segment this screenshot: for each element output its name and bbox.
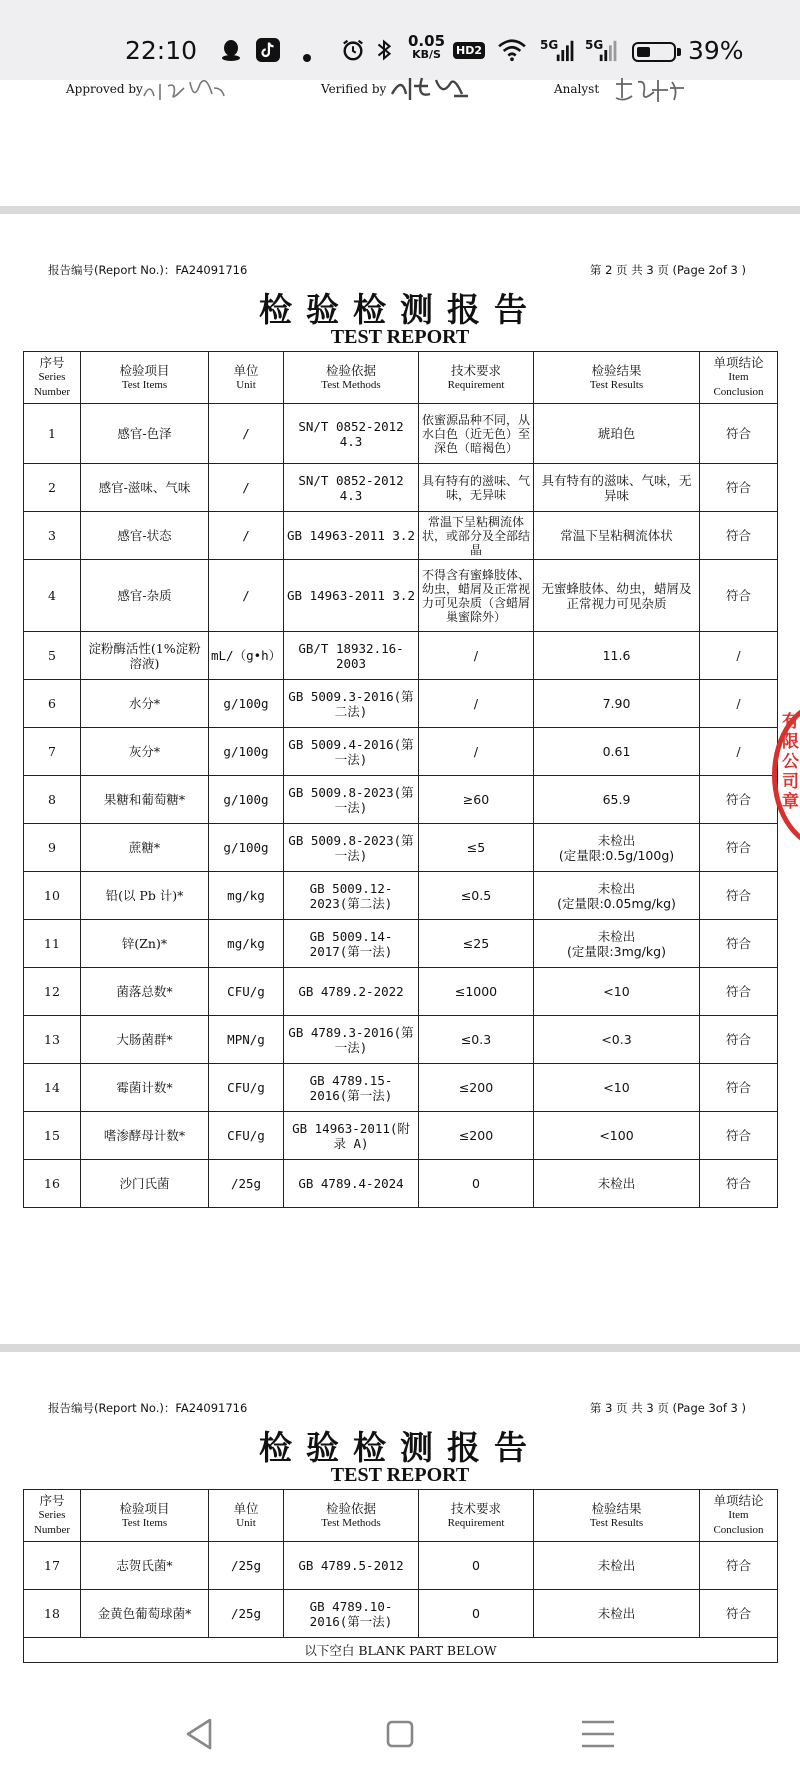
unit: g/100g <box>209 776 284 824</box>
row-number: 4 <box>24 560 81 632</box>
test-item: 感官-色泽 <box>81 404 209 464</box>
conclusion: 符合 <box>700 1542 778 1590</box>
unit: / <box>209 464 284 512</box>
conclusion: 符合 <box>700 1064 778 1112</box>
test-result: <100 <box>534 1112 700 1160</box>
row-number: 1 <box>24 404 81 464</box>
tiktok-icon <box>255 38 281 62</box>
conclusion: 符合 <box>700 824 778 872</box>
unit: g/100g <box>209 824 284 872</box>
page3-title-en: TEST REPORT <box>330 1464 470 1486</box>
row-number: 2 <box>24 464 81 512</box>
row-number: 3 <box>24 512 81 560</box>
battery-icon <box>632 42 676 62</box>
test-method: GB 4789.2-2022 <box>284 968 419 1016</box>
table-header-row <box>24 1490 778 1542</box>
requirement: ≤200 <box>419 1064 534 1112</box>
signal-icon-2 <box>598 38 620 62</box>
page3-report-number: 报告编号(Report No.)：FA24091716 <box>48 1401 248 1415</box>
unit: g/100g <box>209 728 284 776</box>
test-method: SN/T 0852-2012 4.3 <box>284 404 419 464</box>
requirement: 0 <box>419 1542 534 1590</box>
test-result: 未检出 (定量限:0.05mg/kg) <box>534 872 700 920</box>
requirement: / <box>419 680 534 728</box>
test-method: GB 14963-2011 3.2 <box>284 560 419 632</box>
header-result: 检验结果 Test Results <box>534 352 700 404</box>
unit: / <box>209 560 284 632</box>
test-method: SN/T 0852-2012 4.3 <box>284 464 419 512</box>
page3-title-cn: 检验检测报告 <box>259 1428 541 1467</box>
status-time: 22:10 <box>125 36 198 65</box>
requirement: ≥60 <box>419 776 534 824</box>
home-icon[interactable] <box>378 1712 422 1756</box>
test-method: GB 4789.10-2016(第一法) <box>284 1590 419 1638</box>
page-separator <box>0 206 800 214</box>
row-number: 7 <box>24 728 81 776</box>
conclusion: 符合 <box>700 464 778 512</box>
test-result: 具有特有的滋味、气味，无异味 <box>534 464 700 512</box>
unit: /25g <box>209 1160 284 1208</box>
page3-page-label: 第 3 页 共 3 页 (Page 3of 3 ) <box>589 1401 746 1415</box>
header-method: 检验依据 Test Methods <box>284 1490 419 1542</box>
row-number: 11 <box>24 920 81 968</box>
conclusion: 符合 <box>700 560 778 632</box>
table-row <box>24 776 778 824</box>
conclusion: / <box>700 680 778 728</box>
test-method: GB 14963-2011 3.2 <box>284 512 419 560</box>
header-item: 检验项目 Test Items <box>81 1490 209 1542</box>
header-conclusion: 单项结论 Item Conclusion <box>700 1490 778 1542</box>
test-result: 未检出 <box>534 1542 700 1590</box>
test-item: 感官-滋味、气味 <box>81 464 209 512</box>
test-result: 琥珀色 <box>534 404 700 464</box>
row-number: 15 <box>24 1112 81 1160</box>
test-method: GB 4789.15-2016(第一法) <box>284 1064 419 1112</box>
table-row <box>24 1064 778 1112</box>
requirement: / <box>419 632 534 680</box>
test-item: 感官-杂质 <box>81 560 209 632</box>
row-number: 14 <box>24 1064 81 1112</box>
table-row <box>24 920 778 968</box>
test-item: 锌(Zn)* <box>81 920 209 968</box>
test-method: GB 5009.3-2016(第二法) <box>284 680 419 728</box>
requirement: / <box>419 728 534 776</box>
table-row <box>24 680 778 728</box>
battery-percent: 39% <box>688 36 744 65</box>
unit: g/100g <box>209 680 284 728</box>
test-method: GB 4789.4-2024 <box>284 1160 419 1208</box>
requirement: ≤200 <box>419 1112 534 1160</box>
row-number: 13 <box>24 1016 81 1064</box>
verified-label: Verified by <box>321 82 387 96</box>
row-number: 9 <box>24 824 81 872</box>
row-number: 16 <box>24 1160 81 1208</box>
test-result: 未检出 <box>534 1160 700 1208</box>
conclusion: 符合 <box>700 1160 778 1208</box>
test-method: GB 5009.8-2023(第一法) <box>284 776 419 824</box>
table-row <box>24 824 778 872</box>
requirement: ≤25 <box>419 920 534 968</box>
net1-label: 5G <box>540 38 559 52</box>
hd-badge: HD2 <box>453 42 485 59</box>
table-row <box>24 404 778 464</box>
unit: mg/kg <box>209 872 284 920</box>
table-row <box>24 1016 778 1064</box>
conclusion: 符合 <box>700 1112 778 1160</box>
header-item: 检验项目 Test Items <box>81 352 209 404</box>
table-row <box>24 728 778 776</box>
analyst-signature <box>612 74 688 106</box>
test-result: 常温下呈粘稠流体状 <box>534 512 700 560</box>
test-item: 菌落总数* <box>81 968 209 1016</box>
analyst-label: Analyst <box>554 82 600 96</box>
unit: mg/kg <box>209 920 284 968</box>
status-bar <box>0 0 800 80</box>
page2-title-en: TEST REPORT <box>330 326 470 348</box>
table-row <box>24 1112 778 1160</box>
conclusion: 符合 <box>700 404 778 464</box>
net2-label: 5G <box>585 38 604 52</box>
table-row <box>24 872 778 920</box>
row-number: 18 <box>24 1590 81 1638</box>
conclusion: 符合 <box>700 776 778 824</box>
requirement: ≤5 <box>419 824 534 872</box>
header-conclusion: 单项结论 Item Conclusion <box>700 352 778 404</box>
unit: / <box>209 404 284 464</box>
row-number: 17 <box>24 1542 81 1590</box>
signal-icon <box>555 38 577 62</box>
row-number: 5 <box>24 632 81 680</box>
requirement: 0 <box>419 1590 534 1638</box>
test-item: 大肠菌群* <box>81 1016 209 1064</box>
conclusion: 符合 <box>700 1590 778 1638</box>
test-result: 7.90 <box>534 680 700 728</box>
test-item: 沙门氏菌 <box>81 1160 209 1208</box>
row-number: 12 <box>24 968 81 1016</box>
table-row <box>24 632 778 680</box>
conclusion: / <box>700 632 778 680</box>
test-item: 志贺氏菌* <box>81 1542 209 1590</box>
unit: CFU/g <box>209 968 284 1016</box>
row-number: 6 <box>24 680 81 728</box>
table-row <box>24 1590 778 1638</box>
table-row <box>24 1542 778 1590</box>
blank-part-row <box>24 1638 778 1663</box>
test-method: GB 5009.8-2023(第一法) <box>284 824 419 872</box>
requirement: 依蜜源品种不同，从水白色（近无色）至深色（暗褐色） <box>419 404 534 464</box>
test-item: 金黄色葡萄球菌* <box>81 1590 209 1638</box>
conclusion: 符合 <box>700 512 778 560</box>
table-row <box>24 512 778 560</box>
test-result: 11.6 <box>534 632 700 680</box>
requirement: ≤0.3 <box>419 1016 534 1064</box>
approved-signature <box>140 76 230 106</box>
unit: /25g <box>209 1590 284 1638</box>
table-header-row <box>24 352 778 404</box>
wifi-icon <box>496 38 528 62</box>
requirement: 0 <box>419 1160 534 1208</box>
test-item: 霉菌计数* <box>81 1064 209 1112</box>
battery-tip <box>677 48 681 56</box>
qq-icon <box>220 38 242 62</box>
header-unit: 单位 Unit <box>209 352 284 404</box>
requirement: ≤1000 <box>419 968 534 1016</box>
conclusion: 符合 <box>700 1016 778 1064</box>
test-method: GB 4789.5-2012 <box>284 1542 419 1590</box>
battery-fill <box>637 47 650 57</box>
test-method: GB 5009.14-2017(第一法) <box>284 920 419 968</box>
approved-label: Approved by <box>66 82 143 96</box>
header-requirement: 技术要求 Requirement <box>419 1490 534 1542</box>
test-item: 嗜渗酵母计数* <box>81 1112 209 1160</box>
table-row <box>24 968 778 1016</box>
test-item: 灰分* <box>81 728 209 776</box>
net-speed: 0.05 KB/S <box>408 32 446 61</box>
test-result: 未检出 (定量限:0.5g/100g) <box>534 824 700 872</box>
test-item: 淀粉酶活性(1%淀粉溶液) <box>81 632 209 680</box>
alarm-icon <box>340 38 366 62</box>
unit: mL/（g•h） <box>209 632 284 680</box>
page3-results-table <box>23 1489 778 1663</box>
test-method: GB 14963-2011(附录 A) <box>284 1112 419 1160</box>
blank-part-note: 以下空白 BLANK PART BELOW <box>24 1638 778 1663</box>
page-separator-2 <box>0 1344 800 1352</box>
bluetooth-icon <box>376 38 392 62</box>
test-result: 0.61 <box>534 728 700 776</box>
test-item: 蔗糖* <box>81 824 209 872</box>
page2-report-number: 报告编号(Report No.)：FA24091716 <box>48 263 248 277</box>
test-result: 未检出 <box>534 1590 700 1638</box>
page2-results-table <box>23 351 778 1208</box>
page2-title-cn: 检验检测报告 <box>259 290 541 329</box>
test-method: GB/T 18932.16-2003 <box>284 632 419 680</box>
test-item: 水分* <box>81 680 209 728</box>
conclusion: 符合 <box>700 872 778 920</box>
unit: CFU/g <box>209 1064 284 1112</box>
menu-icon[interactable] <box>576 1712 620 1756</box>
navigation-bar <box>0 1690 800 1778</box>
row-number: 8 <box>24 776 81 824</box>
conclusion: / <box>700 728 778 776</box>
test-item: 果糖和葡萄糖* <box>81 776 209 824</box>
row-number: 10 <box>24 872 81 920</box>
unit: MPN/g <box>209 1016 284 1064</box>
header-method: 检验依据 Test Methods <box>284 352 419 404</box>
test-method: GB 5009.12-2023(第二法) <box>284 872 419 920</box>
header-result: 检验结果 Test Results <box>534 1490 700 1542</box>
test-method: GB 4789.3-2016(第一法) <box>284 1016 419 1064</box>
unit: /25g <box>209 1542 284 1590</box>
stamp-text: 有限公司章 <box>782 712 799 812</box>
test-result: 65.9 <box>534 776 700 824</box>
conclusion: 符合 <box>700 968 778 1016</box>
requirement: 不得含有蜜蜂肢体、幼虫，蜡屑及正常视力可见杂质（含蜡屑巢蜜除外） <box>419 560 534 632</box>
requirement: 具有特有的滋味、气味，无异味 <box>419 464 534 512</box>
table-row <box>24 1160 778 1208</box>
dot-icon <box>302 46 312 70</box>
header-requirement: 技术要求 Requirement <box>419 352 534 404</box>
unit: / <box>209 512 284 560</box>
verified-signature <box>388 72 472 104</box>
test-result: <10 <box>534 1064 700 1112</box>
requirement: ≤0.5 <box>419 872 534 920</box>
test-method: GB 5009.4-2016(第一法) <box>284 728 419 776</box>
test-item: 铅(以 Pb 计)* <box>81 872 209 920</box>
table-row <box>24 560 778 632</box>
test-item: 感官-状态 <box>81 512 209 560</box>
test-result: <10 <box>534 968 700 1016</box>
unit: CFU/g <box>209 1112 284 1160</box>
page2-page-label: 第 2 页 共 3 页 (Page 2of 3 ) <box>589 263 746 277</box>
test-result: 未检出 (定量限:3mg/kg) <box>534 920 700 968</box>
test-result: <0.3 <box>534 1016 700 1064</box>
conclusion: 符合 <box>700 920 778 968</box>
back-icon[interactable] <box>178 1712 222 1756</box>
test-result: 无蜜蜂肢体、幼虫，蜡屑及正常视力可见杂质 <box>534 560 700 632</box>
header-no: 序号 Series Number <box>24 1490 81 1542</box>
table-row <box>24 464 778 512</box>
header-no: 序号 Series Number <box>24 352 81 404</box>
requirement: 常温下呈粘稠流体状，或部分及全部结晶 <box>419 512 534 560</box>
header-unit: 单位 Unit <box>209 1490 284 1542</box>
